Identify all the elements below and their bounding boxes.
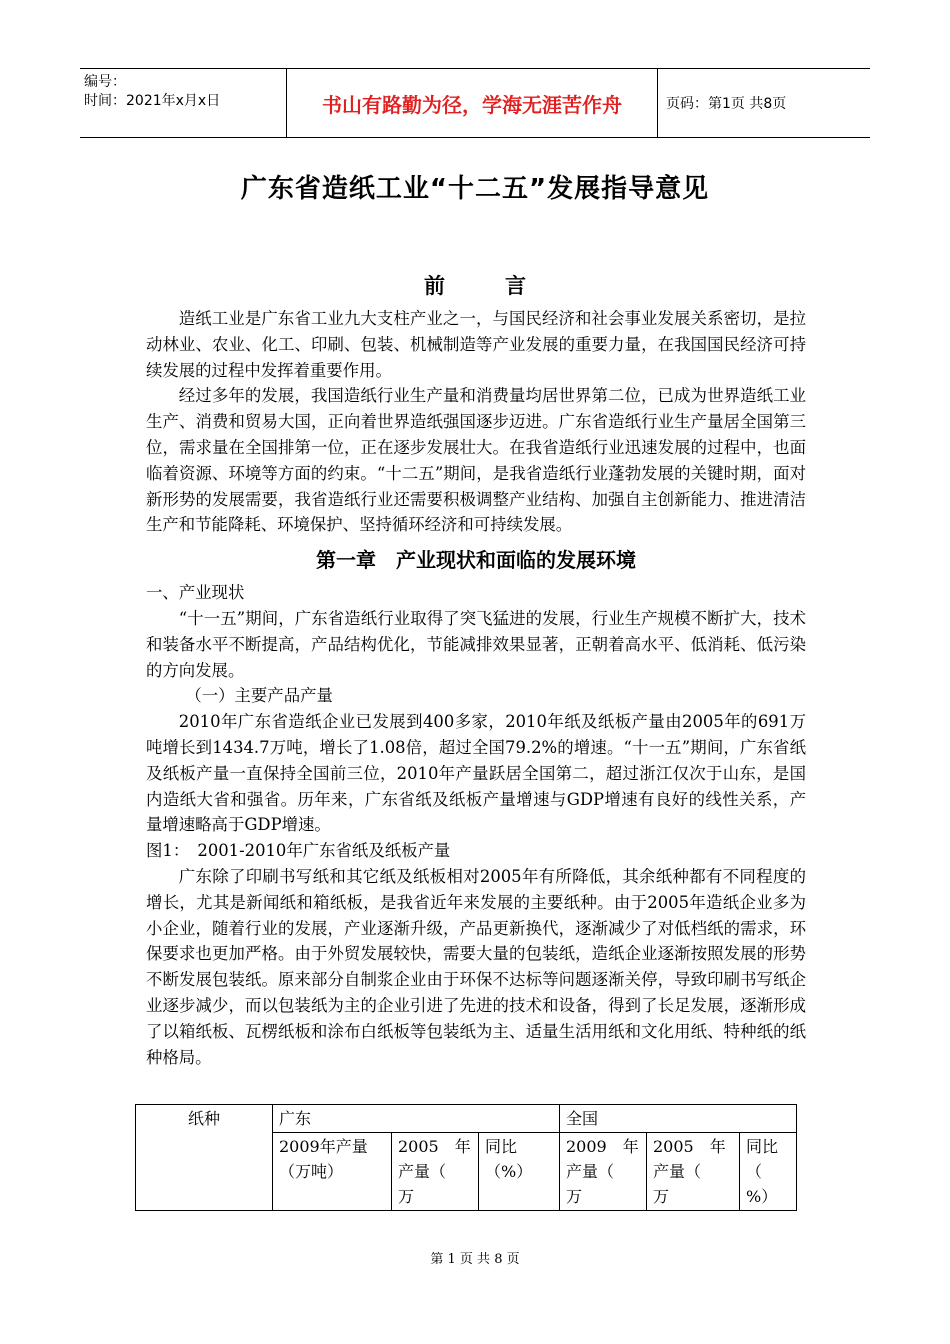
table-header-type: 纸种 — [136, 1105, 273, 1211]
table-header-gd-2009: 2009年产量（万吨） — [273, 1133, 392, 1211]
preface-heading: 前言 — [424, 274, 586, 298]
paragraph: 造纸工业是广东省工业九大支柱产业之一，与国民经济和社会事业发展关系密切，是拉动林业、农业、化工、印刷、包装、机械制造等产业发展的重要力量，在我国国民经济可持续发展的过程中发挥着重要作用。 — [146, 309, 806, 380]
paragraph: 2010年广东省造纸企业已发展到400多家，2010年纸及纸板产量由2005年的691万吨增长到1434.7万吨，增长了1.08倍，超过全国79.2%的增速。“十一五”期间，广东省纸及纸板产量一直保持全国前三位，2010年产量跃居全国第二，超过浙江仅次于山东，是国内造纸大省和强省。历年来，广东省纸及纸板产量增速与GDP增速有良好的线性关系，产量增速略高于GDP增速。 — [146, 712, 806, 835]
table-header-cn-yoy: 同比（ %） — [740, 1133, 797, 1211]
header-page-info: 页码：第1页 共8页 — [666, 96, 787, 112]
table-header-gd-2005: 2005 年产量（ 万 — [392, 1133, 479, 1211]
section-heading: 一、产业现状 — [146, 583, 245, 603]
header-motto: 书山有路勤为径，学海无涯苦作舟 — [287, 69, 658, 137]
page-footer: 第 1 页 共 8 页 — [430, 1252, 520, 1267]
time-label: 时间：2021年x月x日 — [84, 93, 221, 109]
table-header-national: 全国 — [560, 1105, 797, 1133]
paragraph: 广东除了印刷书写纸和其它纸及纸板相对2005年有所降低，其余纸种都有不同程度的增长，尤其是新闻纸和箱纸板，是我省近年来发展的主要纸种。由于2005年造纸企业多为小企业，随着行业的发展，产业逐渐升级，产品更新换代，逐渐减少了对低档纸的需求，环保要求也更加严格。由于外贸发展较快，需要大量的包装纸，造纸企业逐渐按照发展的形势不断发展包装纸。原来部分自制浆企业由于环保不达标等问题逐渐关停，导致印刷书写纸企业逐步减少，而以包装纸为主的企业引进了先进的技术和设备，得到了长足发展，逐渐形成了以箱纸板、瓦楞纸板和涂布白纸板等包装纸为主、适量生活用纸和文化用纸、特种纸的纸种格局。 — [146, 866, 806, 1067]
subsection-heading: （一）主要产品产量 — [185, 686, 333, 706]
table-header-guangdong: 广东 — [273, 1105, 560, 1133]
header-meta — [80, 69, 287, 137]
table-header-gd-yoy: 同比（%） — [479, 1133, 560, 1211]
table-header-cn-2009: 2009 年产量（ 万 — [560, 1133, 647, 1211]
paragraph: 经过多年的发展，我国造纸行业生产量和消费量均居世界第二位，已成为世界造纸工业生产、消费和贸易大国，正向着世界造纸强国逐步迈进。广东省造纸行业生产量居全国第三位，需求量在全国排第一位，正在逐步发展壮大。在我省造纸行业迅速发展的过程中，也面临着资源、环境等方面的约束。“十二五”期间，是我省造纸行业蓬勃发展的关键时期，面对新形势的发展需要，我省造纸行业还需要积极调整产业结构、加强自主创新能力、推进清洁生产和节能降耗、环境保护、坚持循环经济和可持续发展。 — [146, 386, 806, 535]
document-body — [146, 306, 806, 1070]
figure-caption: 图1： 2001-2010年广东省纸及纸板产量 — [146, 841, 451, 861]
paragraph: “十一五”期间，广东省造纸行业取得了突飞猛进的发展，行业生产规模不断扩大，技术和装备水平不断提高，产品结构优化，节能减排效果显著，正朝着高水平、低消耗、低污染的方向发展。 — [146, 608, 806, 680]
number-label: 编号： — [84, 74, 126, 90]
production-table — [135, 1104, 797, 1211]
page-header — [80, 68, 870, 138]
document-title: 广东省造纸工业“十二五”发展指导意见 — [240, 174, 710, 204]
table-header-cn-2005: 2005 年产量（ 万 — [647, 1133, 740, 1211]
chapter-heading: 第一章 产业现状和面临的发展环境 — [316, 548, 636, 573]
